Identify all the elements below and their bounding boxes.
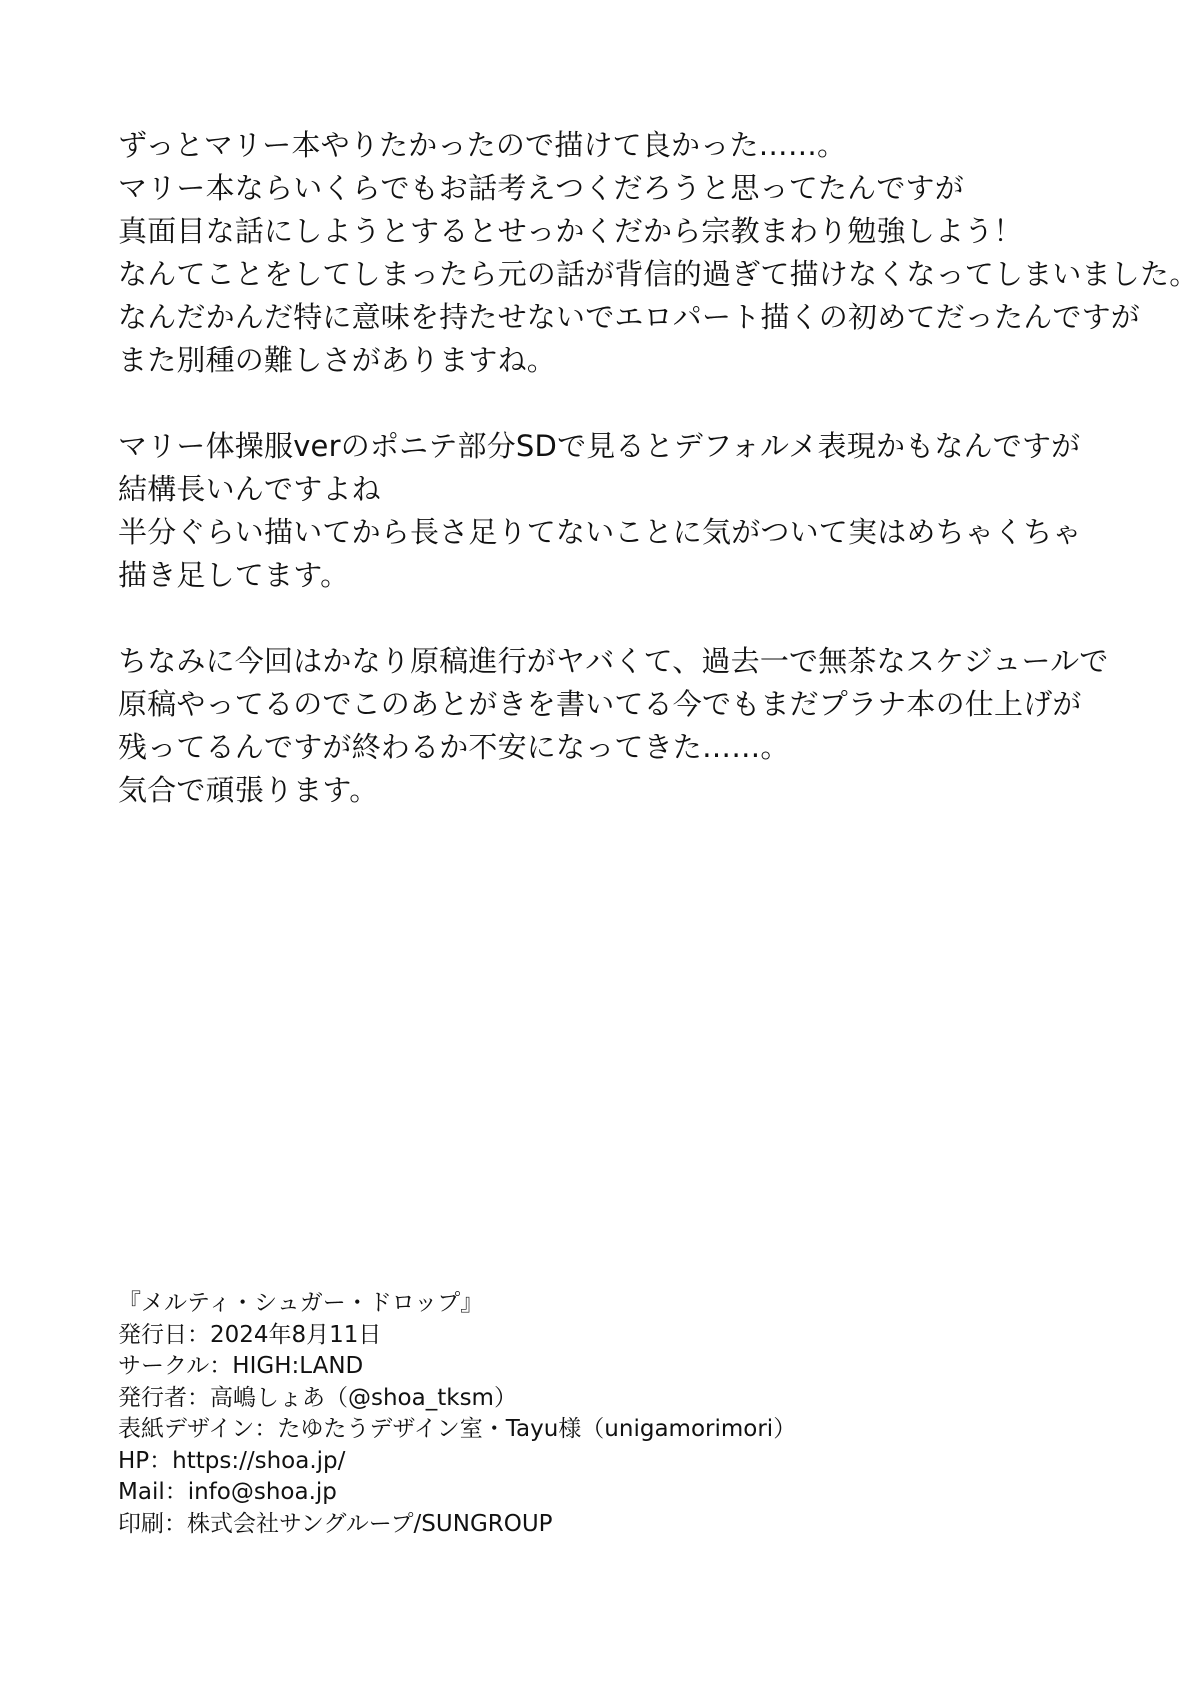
colophon-homepage: HP：https://shoa.jp/ [118,1447,346,1474]
colophon-mail: Mail：info@shoa.jp [118,1479,337,1505]
colophon-cover-design: 表紙デザイン：たゆたうデザイン室・Tayu様（unigamorimori） [118,1416,797,1442]
text-line: ずっとマリー本やりたかったので描けて良かった……。 [118,128,847,162]
colophon-printer: 印刷：株式会社サングループ/SUNGROUP [118,1510,553,1537]
text-line: なんだかんだ特に意味を持たせないでエロパート描くの初めてだったんですが [118,300,1141,334]
colophon-title: 『メルティ・シュガー・ドロップ』 [118,1290,484,1316]
afterword-text [118,124,1199,855]
colophon-circle: サークル：HIGH:LAND [118,1353,364,1379]
text-line: ちなみに今回はかなり原稿進行がヤバくて、過去一で無茶なスケジュールで [118,644,1109,678]
colophon-date: 発行日：2024年8月11日 [118,1321,382,1348]
text-line: 気合で頑張ります。 [118,773,379,807]
afterword-paragraph-2 [118,425,1138,597]
colophon [118,1288,1018,1540]
text-line: 残ってるんですが終わるか不安になってきた……。 [118,730,790,764]
text-line: 描き足してます。 [118,558,350,592]
text-line: マリー本ならいくらでもお話考えつくだろうと思ってたんですが [118,171,964,205]
text-line: なんてことをしてしまったら元の話が背信的過ぎて描けなくなってしまいました。 [118,257,1199,291]
text-line: 原稿やってるのでこのあとがきを書いてる今でもまだプラナ本の仕上げが [118,687,1082,721]
text-line: 真面目な話にしようとするとせっかくだから宗教まわり勉強しよう！ [118,214,1023,248]
text-line: 半分ぐらい描いてから長さ足りてないことに気がついて実はめちゃくちゃ [118,515,1082,549]
text-line: 結構長いんですよね [118,472,381,506]
afterword-paragraph-1 [118,124,1199,382]
colophon-publisher: 発行者：高嶋しょあ（@shoa_tksm） [118,1384,517,1411]
text-line: また別種の難しさがありますね。 [118,343,557,377]
afterword-paragraph-3 [118,640,1138,812]
text-line: マリー体操服verのポニテ部分SDで見るとデフォルメ表現かもなんですが [118,429,1081,463]
